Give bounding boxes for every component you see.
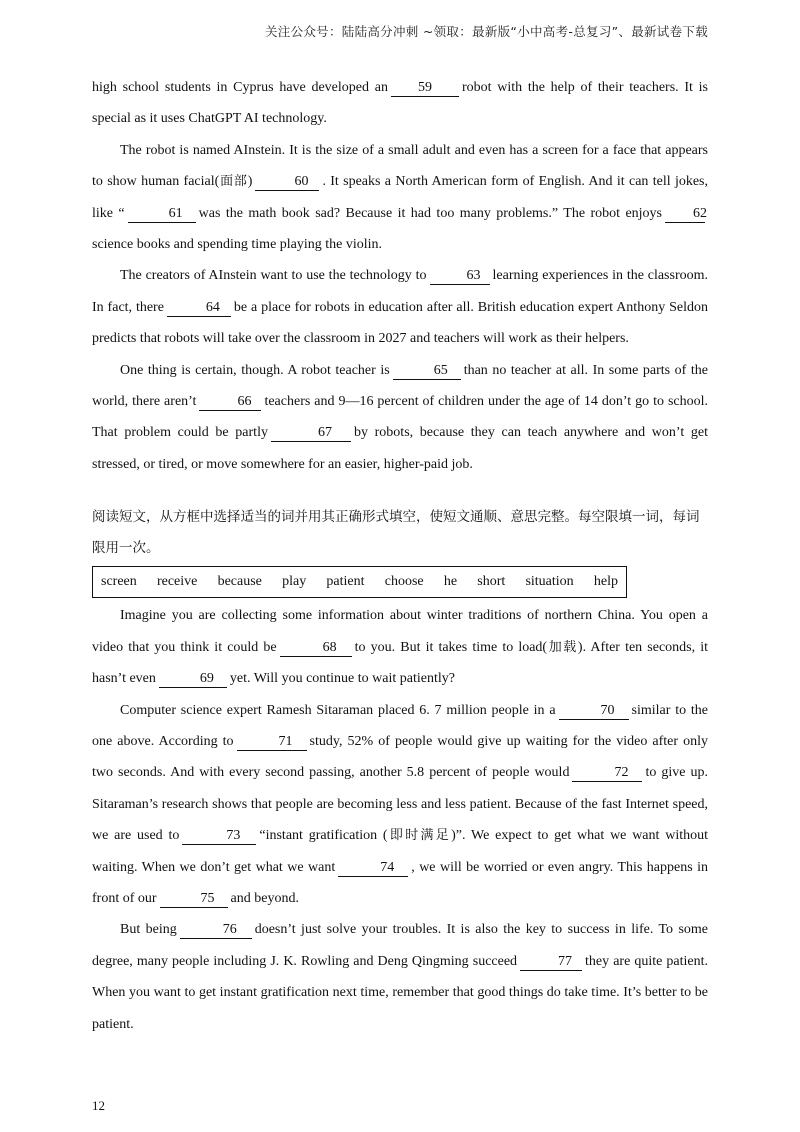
page-header: 关注公众号：陆陆高分冲刺 ~领取：最新版“小中高考-总复习”、最新试卷下载	[264, 24, 708, 39]
instruction: 阅读短文，从方框中选择适当的词并用其正确形式填空，使短文通顺、意思完整。每空限填一词，每词限用一次。	[92, 509, 700, 557]
answer-blank[interactable]: 77	[520, 954, 582, 971]
text: study, 52% of people would give up waiting for the video after only two seconds. And with every second passing, another 5.8 percent of people would	[92, 733, 708, 781]
paragraph	[92, 914, 708, 1040]
text: Computer science expert Ramesh Sitaraman placed 6. 7 million people in a	[120, 702, 556, 718]
text: “instant gratification (	[259, 828, 388, 844]
text: The creators of AInstein want to use the technology to	[120, 268, 427, 284]
text: But being	[120, 922, 177, 938]
word-box-item: help	[593, 574, 618, 590]
paragraph	[92, 72, 708, 135]
word-box-item: short	[477, 574, 506, 590]
text: )	[247, 174, 253, 190]
text: science books and spending time playing the violin.	[92, 237, 383, 253]
word-box	[92, 566, 627, 598]
answer-blank[interactable]: 63	[430, 268, 490, 285]
text: . It speaks a North American form of English. And it can tell jokes, like “	[92, 174, 708, 221]
text: Imagine you are collecting some information about winter traditions of northern China. You open a video that you think it could be	[92, 608, 708, 655]
answer-blank[interactable]: 60	[255, 174, 319, 191]
word-box-item: situation	[525, 574, 574, 590]
answer-blank[interactable]: 68	[280, 640, 352, 657]
text: ). After ten seconds, it hasn’t even	[92, 639, 708, 687]
paragraph	[92, 355, 708, 481]
text: learning experiences in the classroom. In fact, there	[92, 268, 709, 315]
text: doesn’t just solve your troubles. It is also the key to success in life. To some degree, many people including J. K. Rowling and Deng Qingming succeed	[92, 922, 708, 969]
text: they are quite patient. When you want to get instant gratification next time, remember that good things do take time. It’s better to be patient.	[92, 953, 708, 1032]
text: than no teacher at all. In some parts of the world, there aren’t	[92, 362, 708, 410]
text: robot with the help of their teachers. It is special as it uses ChatGPT AI technology.	[92, 80, 708, 127]
page-number: 12	[92, 1098, 105, 1113]
chinese-gloss: 加载	[547, 639, 578, 655]
answer-blank[interactable]: 61	[128, 206, 196, 223]
answer-blank[interactable]: 66	[199, 394, 261, 411]
word-box-item: play	[282, 574, 307, 590]
paragraph	[92, 135, 708, 261]
answer-blank[interactable]: 62	[665, 206, 705, 223]
answer-blank[interactable]: 59	[391, 80, 459, 97]
text: was the math book sad? Because it had too many problems.” The robot enjoys	[198, 205, 662, 221]
chinese-gloss: 面部	[219, 174, 248, 190]
word-box-item: choose	[384, 574, 424, 590]
text: yet. Will you continue to wait patiently?	[229, 671, 455, 687]
text: and beyond.	[230, 890, 299, 906]
text: The robot is named AInstein. It is the size of a small adult and even has a screen for a face that appears to show human facial(	[92, 142, 708, 190]
paragraph	[92, 695, 708, 915]
word-box-item: because	[217, 574, 262, 590]
answer-blank[interactable]: 75	[160, 891, 228, 908]
answer-blank[interactable]: 72	[572, 765, 642, 782]
page-content	[92, 72, 708, 1040]
answer-blank[interactable]: 71	[237, 734, 307, 751]
text: to you. But it takes time to load(	[354, 639, 548, 655]
text: )”. We expect to get what we want without waiting. When we don’t get what we want	[92, 828, 708, 875]
answer-blank[interactable]: 73	[182, 828, 256, 845]
word-box-item: receive	[156, 574, 198, 590]
text: by robots, because they can teach anywhere and won’t get stressed, or tired, or move somewhere for an easier, higher-paid job.	[92, 425, 708, 472]
answer-blank[interactable]: 76	[180, 922, 252, 939]
chinese-gloss: 即时满足	[387, 828, 452, 844]
answer-blank[interactable]: 74	[338, 860, 408, 877]
answer-blank[interactable]: 67	[271, 425, 351, 442]
paragraph	[92, 260, 708, 354]
paragraph	[92, 600, 708, 694]
text: teachers and 9—16 percent of children under the age of 14 don’t go to school. That problem could be partly	[92, 394, 708, 441]
answer-blank[interactable]: 69	[159, 671, 227, 688]
text: , we will be worried or even angry. This happens in front of our	[92, 859, 708, 906]
text: high school students in Cyprus have developed an	[92, 80, 388, 95]
text: to give up. Sitaraman’s research shows that people are becoming less and less patient. Because of the fast Internet speed, we are used to	[92, 765, 708, 844]
answer-blank[interactable]: 70	[559, 703, 629, 720]
answer-blank[interactable]: 64	[167, 300, 231, 317]
text: similar to the one above. According to	[92, 702, 708, 749]
word-box-item: screen	[101, 574, 137, 590]
answer-blank[interactable]: 65	[393, 363, 461, 380]
text: One thing is certain, though. A robot teacher is	[120, 362, 390, 378]
text: be a place for robots in education after all. British education expert Anthony Seldon predicts that robots will take over the classroom in 2027 and teachers will work as their helpers.	[92, 299, 708, 347]
word-box-item: patient	[326, 574, 365, 590]
word-box-item: he	[443, 574, 458, 590]
